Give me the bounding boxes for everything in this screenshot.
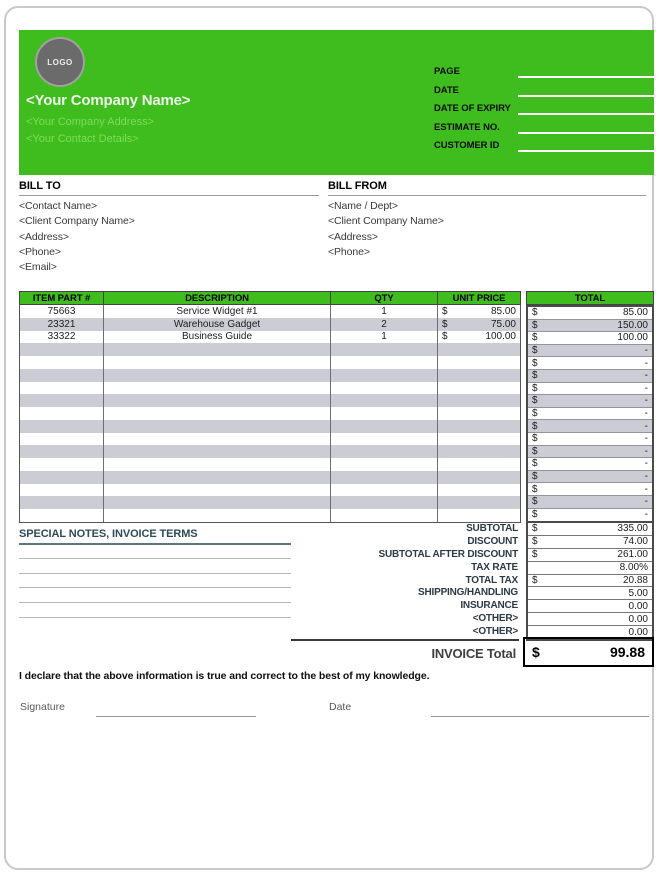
totals-value: 0.00 [628,613,648,625]
total-value: - [644,382,648,394]
totals-row-value [528,523,652,536]
table-row [20,356,520,369]
date-line [431,716,649,717]
meta-field-row [434,120,654,139]
meta-input-line [518,150,654,152]
unit-price-cell [438,318,520,331]
meta-field-row [434,83,654,102]
bill-to-title: BILL TO [19,180,319,196]
description-cell [104,369,331,382]
currency-symbol: $ [532,549,538,561]
description-cell: Business Guide [104,331,331,344]
description-cell [104,496,331,509]
meta-field-label: ESTIMATE NO. [434,121,500,133]
description-cell [104,420,331,433]
item-part-cell [20,420,104,433]
meta-input-line [518,132,654,134]
unit-price-cell [438,509,520,522]
description-cell [104,343,331,356]
totals-row-value [528,562,652,575]
total-value: - [644,345,648,357]
description-cell [104,509,331,522]
totals-value: 8.00% [619,562,648,574]
signature-line [96,716,256,717]
total-cell [528,446,652,459]
table-row [20,496,520,509]
currency-symbol: $ [532,575,538,586]
totals-row-value [528,600,652,613]
qty-cell [331,420,438,433]
qty-cell: 1 [331,331,438,344]
item-part-cell [20,496,104,509]
header-description: DESCRIPTION [103,291,330,305]
qty-cell [331,458,438,471]
totals-row-label: TAX RATE [471,561,518,573]
note-blank-line [19,617,291,618]
unit-price-cell [438,471,520,484]
currency-symbol: $ [442,305,448,317]
table-row [20,445,520,458]
currency-symbol: $ [532,319,538,331]
total-value: - [644,357,648,369]
invoice-total-value: 99.88 [609,644,645,660]
header-qty: QTY [330,291,437,305]
totals-row-value [528,549,652,562]
currency-symbol: $ [532,332,538,344]
bill-line: <Phone> [19,245,61,258]
total-cell [528,370,652,383]
total-value: - [644,370,648,382]
currency-symbol: $ [532,307,538,319]
total-cell [528,471,652,484]
totals-row-value [528,613,652,626]
currency-symbol: $ [532,471,538,483]
total-cell [528,320,652,333]
description-cell [104,458,331,471]
invoice-total-box [523,637,654,667]
items-table-header [19,291,654,305]
currency-symbol: $ [532,370,538,382]
meta-field-label: DATE [434,84,459,96]
description-cell [104,471,331,484]
total-cell [528,483,652,496]
meta-field-label: PAGE [434,66,460,77]
item-part-cell: 75663 [20,305,104,318]
header-item-part: ITEM PART # [19,291,103,305]
table-row [20,471,520,484]
unit-price-cell [438,407,520,420]
total-value: - [644,509,648,521]
table-row [20,331,520,344]
item-part-cell [20,382,104,395]
totals-row-label: SUBTOTAL [466,523,518,534]
totals-value: 20.88 [622,575,648,586]
totals-row-label: INSURANCE [460,600,518,612]
table-row [20,369,520,382]
description-cell [104,407,331,420]
table-row [20,458,520,471]
totals-values [526,523,654,641]
qty-cell [331,356,438,369]
item-part-cell [20,509,104,522]
description-cell [104,445,331,458]
meta-input-line [518,113,654,115]
totals-value: 5.00 [628,587,648,599]
item-part-cell [20,484,104,497]
meta-field-row [434,101,654,120]
note-blank-line [19,587,291,588]
description-cell: Service Widget #1 [104,305,331,318]
unit-price-value: 85.00 [490,305,516,317]
unit-price-cell [438,331,520,344]
total-value: - [644,483,648,495]
item-part-cell [20,433,104,446]
bill-from-lines [328,199,646,260]
company-name: <Your Company Name> [26,92,191,109]
invoice-total-currency: $ [532,644,540,660]
total-cell [528,395,652,408]
date-label: Date [329,701,352,713]
table-row [20,420,520,433]
qty-cell [331,484,438,497]
description-cell [104,356,331,369]
unit-price-cell [438,394,520,407]
declaration-text: I declare that the above information is true and correct to the best of my knowledge. [19,670,430,682]
currency-symbol: $ [532,433,538,445]
table-row [20,509,520,522]
total-cell [528,345,652,358]
meta-field-label: CUSTOMER ID [434,140,500,152]
total-value: - [644,433,648,445]
table-row [20,318,520,331]
total-cell [528,458,652,471]
unit-price-cell [438,445,520,458]
total-value: - [644,445,648,457]
currency-symbol: $ [532,357,538,369]
qty-cell [331,496,438,509]
unit-price-cell [438,369,520,382]
item-part-cell [20,343,104,356]
qty-cell [331,471,438,484]
unit-price-cell [438,343,520,356]
note-blank-line [19,602,291,603]
special-notes-title: SPECIAL NOTES, INVOICE TERMS [19,528,291,545]
total-value: - [644,458,648,470]
currency-symbol: $ [532,395,538,407]
signature-label: Signature [20,701,65,713]
currency-symbol: $ [532,445,538,457]
unit-price-cell [438,305,520,318]
table-row [20,433,520,446]
item-part-cell: 23321 [20,318,104,331]
total-column [526,305,654,523]
totals-row-label: <OTHER> [472,613,518,625]
total-cell [528,307,652,320]
meta-input-line [518,76,654,78]
total-value: - [644,395,648,407]
item-part-cell [20,356,104,369]
bill-to-lines [19,199,319,275]
total-value: 85.00 [622,307,648,319]
qty-cell [331,445,438,458]
totals-row-value [528,575,652,588]
currency-symbol: $ [532,509,538,521]
qty-cell [331,407,438,420]
invoice-header [19,30,654,175]
qty-cell [331,433,438,446]
unit-price-cell [438,356,520,369]
totals-value: 261.00 [617,549,648,561]
meta-field-label: DATE OF EXPIRY [434,103,511,115]
totals-value: 335.00 [617,523,648,535]
meta-field-row [434,64,654,83]
meta-input-line [518,95,654,97]
total-value: - [644,408,648,420]
unit-price-cell [438,382,520,395]
totals-row-label: SHIPPING/HANDLING [418,587,518,599]
total-value: - [644,471,648,483]
unit-price-cell [438,420,520,433]
totals-row-value [528,536,652,549]
totals-row-label: SUBTOTAL AFTER DISCOUNT [378,548,518,560]
item-part-cell [20,407,104,420]
items-table-body [19,305,521,523]
meta-field-row [434,138,654,157]
qty-cell: 2 [331,318,438,331]
company-contact-details: <Your Contact Details> [26,133,139,145]
bill-line: <Address> [328,230,378,243]
totals-row-label: <OTHER> [472,626,518,638]
bill-line: <Address> [19,230,69,243]
total-cell [528,420,652,433]
invoice-total-label: INVOICE Total [431,646,516,661]
currency-symbol: $ [532,408,538,420]
item-part-cell [20,471,104,484]
unit-price-value: 75.00 [490,318,516,330]
currency-symbol: $ [532,536,538,548]
description-cell [104,484,331,497]
description-cell [104,394,331,407]
totals-value: 74.00 [622,536,648,548]
bill-line: <Client Company Name> [19,215,135,228]
qty-cell: 1 [331,305,438,318]
bill-from-section [328,180,646,260]
bill-line: <Phone> [328,245,370,258]
qty-cell [331,369,438,382]
currency-symbol: $ [442,318,448,330]
invoice-card [4,6,654,870]
unit-price-cell [438,496,520,509]
totals-row-value [528,587,652,600]
table-row [20,305,520,318]
totals-row-label: TOTAL TAX [465,574,518,586]
description-cell [104,433,331,446]
invoice-meta-fields [434,64,654,157]
table-row [20,382,520,395]
note-blank-line [19,573,291,574]
item-part-cell [20,445,104,458]
item-part-cell [20,369,104,382]
total-cell [528,408,652,421]
unit-price-value: 100.00 [485,331,516,343]
table-row [20,394,520,407]
bill-line: <Email> [19,261,57,274]
total-value: 150.00 [617,319,648,331]
company-logo [35,37,85,87]
currency-symbol: $ [532,496,538,508]
total-cell [528,383,652,396]
logo-text: LOGO [47,57,73,67]
qty-cell [331,382,438,395]
currency-symbol: $ [532,458,538,470]
qty-cell [331,343,438,356]
unit-price-cell [438,458,520,471]
totals-value: 0.00 [628,600,648,612]
unit-price-cell [438,484,520,497]
qty-cell [331,509,438,522]
table-row [20,407,520,420]
description-cell: Warehouse Gadget [104,318,331,331]
totals-row-label: DISCOUNT [467,535,518,547]
item-part-cell: 33322 [20,331,104,344]
currency-symbol: $ [532,420,538,432]
total-cell [528,357,652,370]
bill-line: <Contact Name> [19,200,97,212]
unit-price-cell [438,433,520,446]
total-cell [528,433,652,446]
total-value: - [644,496,648,508]
item-part-cell [20,458,104,471]
currency-symbol: $ [532,523,538,535]
currency-symbol: $ [532,345,538,357]
description-cell [104,382,331,395]
total-value: 100.00 [617,332,648,344]
totals-value: 0.00 [628,627,648,639]
total-value: - [644,420,648,432]
table-row [20,484,520,497]
currency-symbol: $ [532,382,538,394]
bill-line: <Name / Dept> [328,200,398,212]
header-total: TOTAL [526,291,654,305]
company-address: <Your Company Address> [26,116,155,128]
currency-symbol: $ [532,483,538,495]
table-row [20,343,520,356]
currency-symbol: $ [442,331,448,343]
header-unit-price: UNIT PRICE [437,291,521,305]
bill-line: <Client Company Name> [328,215,444,228]
total-cell [528,509,652,522]
qty-cell [331,394,438,407]
bill-to-section [19,180,319,275]
total-cell [528,332,652,345]
total-cell [528,496,652,509]
bill-from-title: BILL FROM [328,180,646,196]
note-blank-line [19,558,291,559]
item-part-cell [20,394,104,407]
